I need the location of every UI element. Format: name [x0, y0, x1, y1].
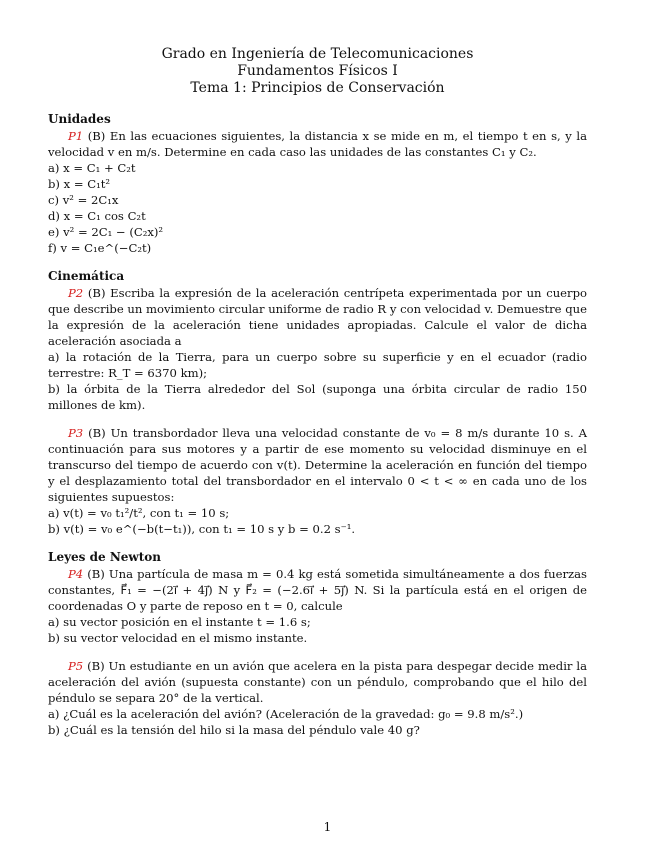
list-item: b) su vector velocidad en el mismo instante.	[48, 631, 308, 645]
problem-id: P2	[68, 286, 84, 300]
problem-text: (B) Una partícula de masa m = 0.4 kg está sometida simultáneamente a dos fuerzas constantes, F⃗₁ = −(2i⃗ + 4j⃗) N y F⃗₂ = (−2.6i⃗ + 5j⃗) N. Si la partícula está en el origen de coordenadas O y parte de reposo en t = 0, calcule	[48, 567, 587, 613]
list-item: a) v(t) = v₀ t₁²/t², con t₁ = 10 s;	[48, 506, 230, 520]
section-heading: Leyes de Newton	[48, 550, 162, 564]
list-item: a) ¿Cuál es la aceleración del avión? (Aceleración de la gravedad: g₀ = 9.8 m/s².)	[48, 707, 524, 721]
list-item: f) v = C₁e^(−C₂t)	[48, 241, 152, 255]
section-heading: Unidades	[48, 112, 111, 126]
document-header	[48, 46, 587, 97]
problem-p3-block	[48, 425, 587, 537]
list-item: b) ¿Cuál es la tensión del hilo si la masa del péndulo vale 40 g?	[48, 723, 420, 737]
problem-p2	[48, 285, 587, 349]
list-item: d) x = C₁ cos C₂t	[48, 209, 146, 223]
list-item: a) la rotación de la Tierra, para un cuerpo sobre su superficie y en el ecuador (radio terrestre: R_T = 6370 km);	[48, 350, 587, 380]
problem-p5	[48, 658, 587, 706]
problem-p5-block	[48, 658, 587, 738]
list-item: b) v(t) = v₀ e^(−b(t−t₁)), con t₁ = 10 s y b = 0.2 s⁻¹.	[48, 522, 356, 536]
document-page	[48, 46, 587, 738]
problem-text: (B) Un transbordador lleva una velocidad constante de v₀ = 8 m/s durante 10 s. A continuación para sus motores y a partir de ese momento su velocidad disminuye en el transcurso del tiempo de acuerdo con v(t). Determine la aceleración en función del tiempo y el desplazamiento total del transbordador en el intervalo 0 < t < ∞ en cada uno de los siguientes supuestos:	[48, 426, 587, 504]
problem-id: P5	[68, 659, 84, 673]
problem-text: (B) Un estudiante en un avión que acelera en la pista para despegar decide medir la aceleración del avión (supuesta constante) con un péndulo, comprobando que el hilo del péndulo se separa 20° de la vertical.	[48, 659, 587, 705]
section-heading: Cinemática	[48, 269, 125, 283]
list-item: b) la órbita de la Tierra alrededor del Sol (suponga una órbita circular de radio 150 millones de km).	[48, 382, 587, 412]
problem-id: P4	[68, 567, 84, 581]
list-item: e) v² = 2C₁ − (C₂x)²	[48, 225, 164, 239]
degree-title: Grado en Ingeniería de Telecomunicaciones	[161, 46, 474, 62]
list-item: c) v² = 2C₁x	[48, 193, 119, 207]
problem-p4	[48, 566, 587, 614]
section-unidades	[48, 111, 587, 256]
section-cinematica	[48, 268, 587, 537]
topic-title: Tema 1: Principios de Conservación	[190, 80, 445, 96]
problem-text: (B) Escriba la expresión de la aceleración centrípeta experimentada por un cuerpo que describe un movimiento circular uniforme de radio R y con velocidad v. Demuestre que la expresión de la aceleración tiene unidades apropiadas. Calcule el valor de dicha aceleración asociada a	[48, 286, 587, 348]
list-item: b) x = C₁t²	[48, 177, 111, 191]
problem-p3	[48, 425, 587, 505]
problem-id: P1	[68, 129, 84, 143]
problem-id: P3	[68, 426, 84, 440]
problem-text: (B) En las ecuaciones siguientes, la distancia x se mide en m, el tiempo t en s, y la velocidad v en m/s. Determine en cada caso las unidades de las constantes C₁ y C₂.	[48, 129, 587, 159]
section-newton	[48, 549, 587, 738]
page-number: 1	[323, 820, 332, 834]
course-title: Fundamentos Físicos I	[237, 63, 398, 79]
problem-p1	[48, 128, 587, 160]
list-item: a) x = C₁ + C₂t	[48, 161, 136, 175]
list-item: a) su vector posición en el instante t = 1.6 s;	[48, 615, 311, 629]
